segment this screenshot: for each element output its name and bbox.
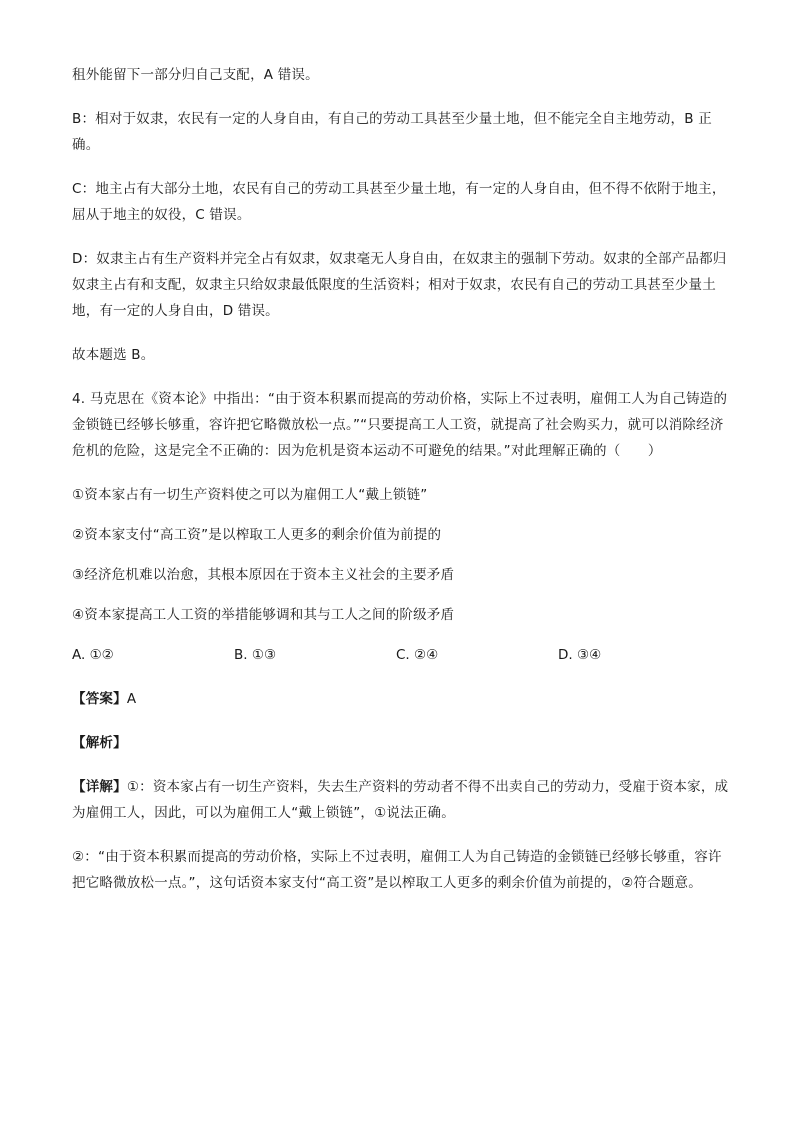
analysis-detail-1 — [72, 774, 732, 826]
answer-options — [72, 642, 732, 668]
paragraph-option-c: C：地主占有大部分土地，农民有自己的劳动工具甚至少量土地，有一定的人身自由，但不得不依附于地主，屈从于地主的奴役，C 错误。 — [72, 181, 726, 223]
answer-line — [72, 686, 732, 712]
document-page — [72, 62, 732, 914]
analysis-label: 【解析】 — [72, 735, 127, 751]
option-c: C. ②④ — [396, 647, 439, 663]
paragraph-choice-summary: 故本题选 B。 — [72, 347, 155, 363]
paragraph-option-d: D：奴隶主占有生产资料并完全占有奴隶，奴隶毫无人身自由，在奴隶主的强制下劳动。奴隶的全部产品都归奴隶主占有和支配，奴隶主只给奴隶最低限度的生活资料；相对于奴隶，农民有自己的劳动工具甚至少量土地，有一定的人身自由，D 错误。 — [72, 251, 727, 319]
detail-1-text: ①：资本家占有一切生产资料，失去生产资料的劳动者不得不出卖自己的劳动力，受雇于资本家，成为雇佣工人，因此，可以为雇佣工人“戴上锁链”，①说法正确。 — [72, 779, 729, 821]
paragraph-option-b: B：相对于奴隶，农民有一定的人身自由，有自己的劳动工具甚至少量土地，但不能完全自主地劳动，B 正确。 — [72, 111, 712, 153]
detail-label: 【详解】 — [72, 779, 127, 795]
option-a: A. ①② — [72, 647, 114, 663]
statement-3: ③经济危机难以治愈，其根本原因在于资本主义社会的主要矛盾 — [72, 567, 455, 583]
answer-value: A — [126, 691, 137, 707]
statement-2: ②资本家支付“高工资”是以榨取工人更多的剩余价值为前提的 — [72, 527, 442, 543]
option-d: D. ③④ — [558, 647, 602, 663]
statement-4: ④资本家提高工人工资的举措能够调和其与工人之间的阶级矛盾 — [72, 607, 455, 623]
analysis-detail-2: ②：“由于资本积累而提高的劳动价格，实际上不过表明，雇佣工人为自己铸造的金锁链已经够长够重，容许把它略微放松一点。”，这句话资本家支付“高工资”是以榨取工人更多的剩余价值为前提的，②符合题意。 — [72, 849, 722, 891]
statement-1: ①资本家占有一切生产资料使之可以为雇佣工人“戴上锁链” — [72, 487, 428, 503]
answer-label: 【答案】 — [72, 691, 127, 707]
question-stem: 4. 马克思在《资本论》中指出：“由于资本积累而提高的劳动价格，实际上不过表明，雇佣工人为自己铸造的金锁链已经够长够重，容许把它略微放松一点。”“只要提高工人工资，就提高了社会购买力，就可以消除经济危机的危险，这是完全不正确的：因为危机是资本运动不可避免的结果。”对此理解正确的（ ） — [72, 391, 728, 459]
option-b: B. ①③ — [234, 647, 277, 663]
paragraph-a-conclusion: 租外能留下一部分归自己支配，A 错误。 — [72, 67, 319, 83]
